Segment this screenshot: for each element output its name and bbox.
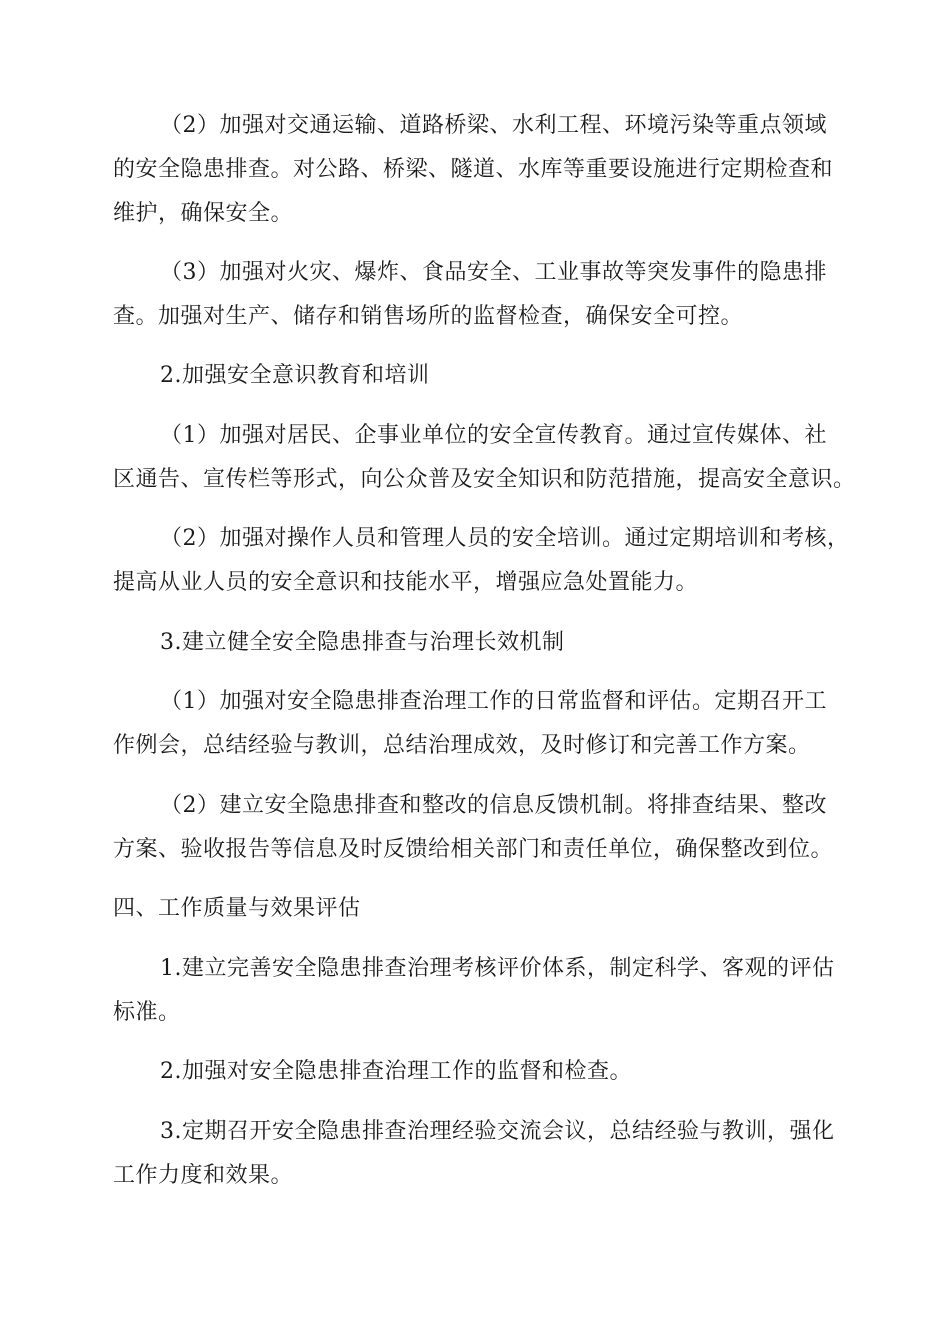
paragraph-line: 作例会，总结经验与教训，总结治理成效，及时修订和完善工作方案。 — [113, 733, 811, 758]
paragraph-line: 维护，确保安全。 — [113, 201, 294, 226]
paragraph-line: （2）加强对操作人员和管理人员的安全培训。通过定期培训和考核， — [160, 526, 850, 551]
paragraph-line: 3.定期召开安全隐患排查治理经验交流会议，总结经验与教训，强化 — [160, 1119, 835, 1144]
paragraph-line: 1.建立完善安全隐患排查治理考核评价体系，制定科学、客观的评估 — [160, 956, 835, 981]
paragraph-line: （2）加强对交通运输、道路桥梁、水利工程、环境污染等重点领域 — [160, 113, 827, 138]
paragraph-line: （1）加强对居民、企事业单位的安全宣传教育。通过宣传媒体、社 — [160, 423, 827, 448]
paragraph-line: 方案、验收报告等信息及时反馈给相关部门和责任单位，确保整改到位。 — [113, 837, 834, 862]
paragraph-line: （2）建立安全隐患排查和整改的信息反馈机制。将排查结果、整改 — [160, 793, 827, 818]
paragraph-line: 区通告、宣传栏等形式，向公众普及安全知识和防范措施，提高安全意识。 — [113, 467, 856, 492]
paragraph-line: 标准。 — [113, 1000, 181, 1025]
paragraph-line: 工作力度和效果。 — [113, 1163, 294, 1188]
section-heading: 3.建立健全安全隐患排查与治理长效机制 — [160, 630, 565, 655]
section-heading: 2.加强安全意识教育和培训 — [160, 363, 430, 388]
paragraph-line: 的安全隐患排查。对公路、桥梁、隧道、水库等重要设施进行定期检查和 — [113, 157, 834, 182]
paragraph-line: 提高从业人员的安全意识和技能水平，增强应急处置能力。 — [113, 570, 699, 595]
paragraph-line: （3）加强对火灾、爆炸、食品安全、工业事故等突发事件的隐患排 — [160, 260, 827, 285]
paragraph-line: （1）加强对安全隐患排查治理工作的日常监督和评估。定期召开工 — [160, 689, 827, 714]
paragraph-line: 2.加强对安全隐患排查治理工作的监督和检查。 — [160, 1059, 632, 1084]
paragraph-line: 查。加强对生产、储存和销售场所的监督检查，确保安全可控。 — [113, 304, 744, 329]
chapter-heading: 四、工作质量与效果评估 — [113, 896, 361, 921]
